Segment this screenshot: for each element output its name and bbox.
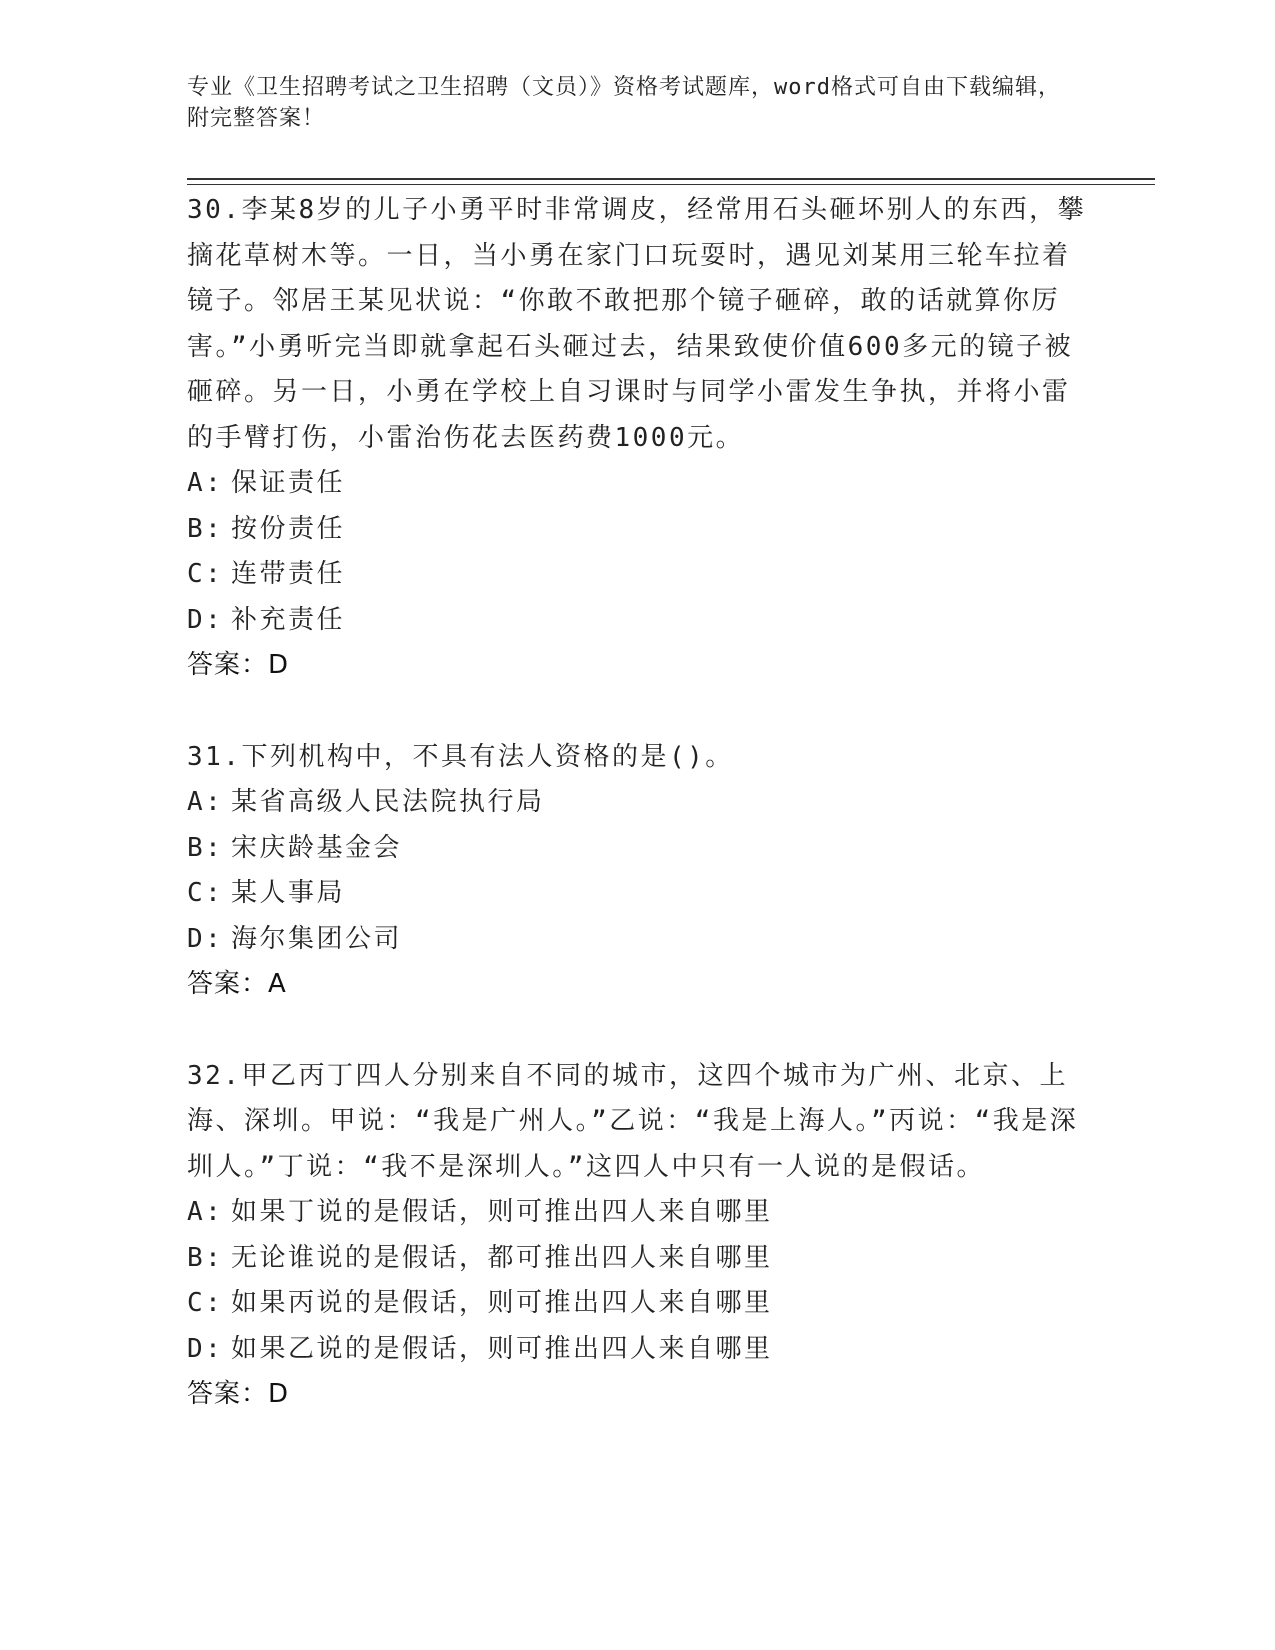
question-spacer [187, 1008, 1087, 1054]
option-text: 如果丁说的是假话，则可推出四人来自哪里 [231, 1197, 773, 1227]
option-c [187, 552, 1087, 598]
option-text: 无论谁说的是假话，都可推出四人来自哪里 [231, 1242, 773, 1273]
option-text: 宋庆龄基金会 [231, 832, 403, 863]
option-letter: B: [187, 1242, 224, 1273]
option-letter: B: [187, 832, 224, 863]
option-b [187, 1236, 1087, 1282]
option-letter: B: [187, 513, 224, 544]
question-stem: 31.下列机构中，不具有法人资格的是()。 [187, 741, 734, 772]
option-d [187, 1327, 1087, 1373]
answer-line: 答案：D [187, 650, 290, 680]
question-30 [187, 188, 1087, 689]
option-a [187, 461, 1087, 507]
option-text: 如果乙说的是假话，则可推出四人来自哪里 [231, 1333, 773, 1364]
question-32 [187, 1054, 1087, 1418]
answer-line: 答案：D [187, 1379, 290, 1409]
option-text: 海尔集团公司 [231, 923, 403, 954]
option-letter: C: [187, 878, 224, 908]
option-text: 连带责任 [231, 559, 346, 589]
option-text: 补充责任 [231, 604, 346, 635]
option-a [187, 1190, 1087, 1236]
option-letter: A: [187, 787, 224, 817]
question-list [187, 188, 1087, 1418]
option-letter: C: [187, 1288, 224, 1318]
header-divider-thick [187, 178, 1155, 180]
option-letter: A: [187, 468, 224, 498]
option-a [187, 780, 1087, 826]
option-letter: C: [187, 559, 224, 589]
option-c [187, 1281, 1087, 1327]
question-stem: 32.甲乙丙丁四人分别来自不同的城市，这四个城市为广州、北京、上海、深圳。甲说：“我是广州人。”乙说：“我是上海人。”丙说：“我是深圳人。”丁说：“我不是深圳人。”这四人中只有一人说的是假话。 [187, 1060, 1079, 1182]
option-letter: A: [187, 1197, 224, 1227]
option-d [187, 598, 1087, 644]
question-31 [187, 735, 1087, 1008]
question-spacer [187, 689, 1087, 735]
question-stem: 30.李某8岁的儿子小勇平时非常调皮，经常用石头砸坏别人的东西，攀摘花草树木等。一日，当小勇在家门口玩耍时，遇见刘某用三轮车拉着镜子。邻居王某见状说：“你敢不敢把那个镜子砸碎，敢的话就算你厉害。”小勇听完当即就拿起石头砸过去，结果致使价值600多元的镜子被砸碎。另一日，小勇在学校上自习课时与同学小雷发生争执，并将小雷的手臂打伤，小雷治伤花去医药费1000元。 [187, 195, 1087, 453]
option-text: 如果丙说的是假话，则可推出四人来自哪里 [231, 1288, 773, 1318]
option-text: 某人事局 [231, 878, 346, 908]
option-d [187, 917, 1087, 963]
option-b [187, 507, 1087, 553]
header-divider-thin [187, 184, 1155, 185]
option-letter: D: [187, 923, 224, 954]
option-text: 某省高级人民法院执行局 [231, 787, 545, 817]
option-c [187, 871, 1087, 917]
option-text: 按份责任 [231, 513, 346, 544]
option-b [187, 826, 1087, 872]
option-text: 保证责任 [231, 468, 346, 498]
option-letter: D: [187, 604, 224, 635]
option-letter: D: [187, 1333, 224, 1364]
answer-line: 答案：A [187, 969, 287, 999]
document-header: 专业《卫生招聘考试之卫生招聘（文员）》资格考试题库，word格式可自由下载编辑，附完整答案！ [187, 75, 1061, 131]
